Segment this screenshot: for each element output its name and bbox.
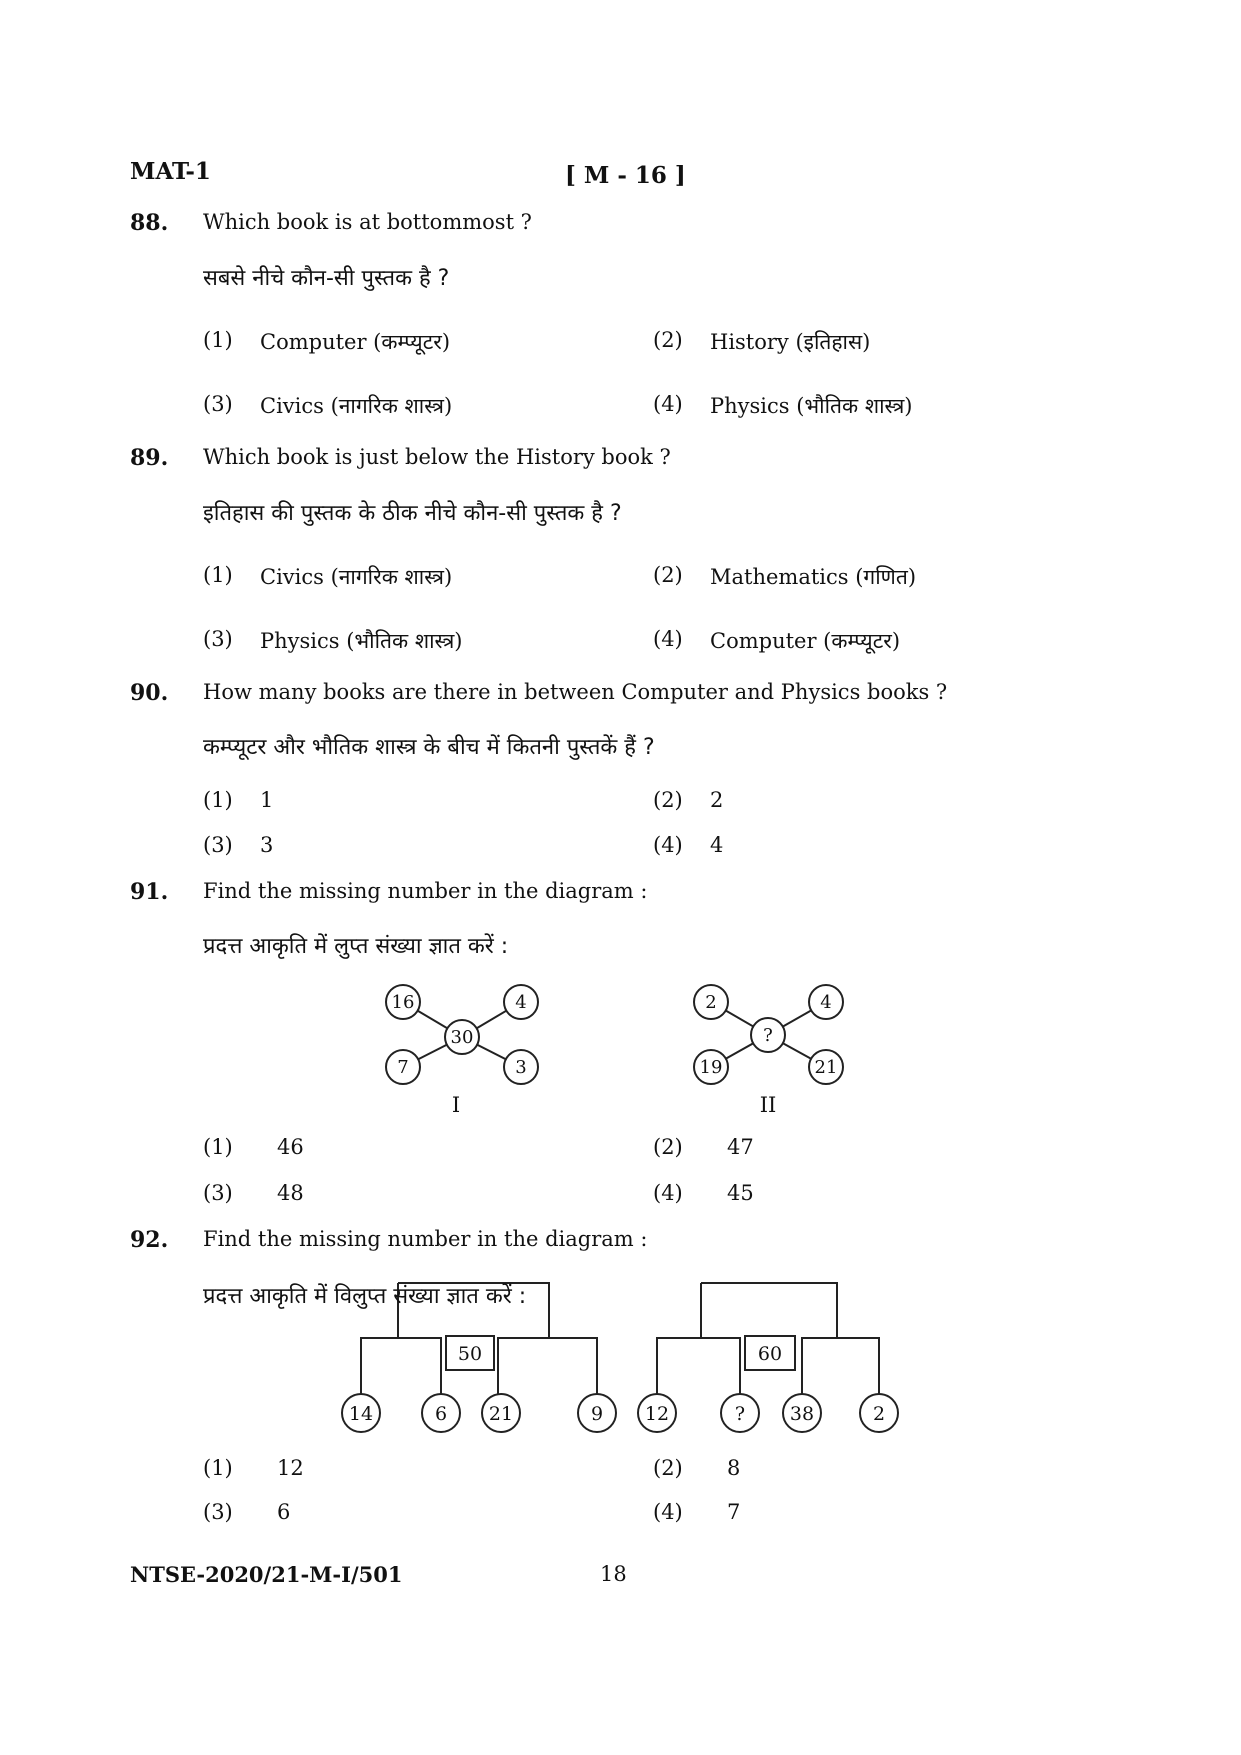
option-text: Computer (कम्प्यूटर)	[710, 629, 901, 653]
option-number: (4)	[653, 1500, 683, 1524]
option-number: (2)	[653, 788, 683, 812]
option-text: 4	[710, 833, 724, 857]
tree-edge	[802, 1338, 837, 1398]
figure-label: I	[451, 1093, 461, 1117]
option-text: 8	[727, 1456, 741, 1480]
option-number: (1)	[203, 563, 233, 587]
tree-edge	[837, 1338, 879, 1398]
tree-edge	[701, 1283, 837, 1338]
option-text: 12	[277, 1456, 304, 1480]
node-value: 7	[397, 1057, 409, 1078]
question-text: How many books are there in between Computer and Physics books ?	[203, 680, 948, 704]
node-value: 30	[450, 1027, 474, 1048]
tree-edge	[361, 1338, 398, 1398]
option-text: Civics (नागरिक शास्त्र)	[260, 394, 453, 418]
question-text: Which book is just below the History book ?	[203, 445, 671, 469]
option-number: (4)	[653, 1181, 683, 1205]
figure-label: II	[759, 1093, 777, 1117]
node-value: 4	[515, 992, 527, 1013]
option-number: (1)	[203, 1456, 233, 1480]
top-value: 50	[457, 1343, 483, 1365]
option-text: 6	[277, 1500, 291, 1524]
option-text: 1	[260, 788, 274, 812]
question-text-hindi: प्रदत्त आकृति में विलुप्त संख्या ज्ञात करें :	[203, 1284, 527, 1309]
node-value: 4	[820, 992, 832, 1013]
option-text: Physics (भौतिक शास्त्र)	[710, 394, 913, 418]
option-text: 47	[727, 1135, 754, 1159]
option-number: (4)	[653, 833, 683, 857]
tree-edge	[498, 1338, 549, 1398]
node-value: 2	[705, 992, 717, 1013]
question-number: 90.	[130, 680, 169, 706]
tree-edge	[657, 1338, 701, 1398]
leaf-value: 12	[644, 1403, 670, 1425]
question-text: Which book is at bottommost ?	[203, 210, 532, 234]
option-text: 3	[260, 833, 274, 857]
tree-edge	[398, 1338, 441, 1398]
option-text: Civics (नागरिक शास्त्र)	[260, 565, 453, 589]
tree-edge	[549, 1338, 597, 1398]
option-number: (2)	[653, 328, 683, 352]
option-text: 7	[727, 1500, 741, 1524]
node-value: 21	[814, 1057, 838, 1078]
option-text: 45	[727, 1181, 754, 1205]
header-code: MAT-1	[130, 158, 211, 185]
option-number: (4)	[653, 392, 683, 416]
option-number: (4)	[653, 627, 683, 651]
node-value: ?	[763, 1025, 773, 1046]
question-number: 91.	[130, 879, 169, 905]
option-number: (2)	[653, 1456, 683, 1480]
option-text: Physics (भौतिक शास्त्र)	[260, 629, 463, 653]
question-text-hindi: सबसे नीचे कौन-सी पुस्तक है ?	[203, 266, 450, 291]
leaf-value: 9	[590, 1403, 604, 1425]
option-text: 48	[277, 1181, 304, 1205]
question-text: Find the missing number in the diagram :	[203, 879, 648, 903]
option-text: 46	[277, 1135, 304, 1159]
node-value: 3	[515, 1057, 527, 1078]
top-value: 60	[757, 1343, 783, 1365]
question-text: Find the missing number in the diagram :	[203, 1227, 648, 1251]
option-number: (2)	[653, 1135, 683, 1159]
leaf-value: 6	[434, 1403, 448, 1425]
option-number: (3)	[203, 1500, 233, 1524]
option-number: (2)	[653, 563, 683, 587]
option-text: 2	[710, 788, 724, 812]
question-text-hindi: कम्प्यूटर और भौतिक शास्त्र के बीच में कितनी पुस्तकें हैं ?	[203, 735, 655, 760]
question-text-hindi: इतिहास की पुस्तक के ठीक नीचे कौन-सी पुस्तक है ?	[203, 501, 622, 526]
question-text-hindi: प्रदत्त आकृति में लुप्त संख्या ज्ञात करें :	[203, 934, 509, 959]
leaf-value: 2	[872, 1403, 886, 1425]
option-number: (3)	[203, 833, 233, 857]
leaf-value: 21	[488, 1403, 514, 1425]
header-page-code: [ M - 16 ]	[565, 162, 686, 189]
option-number: (3)	[203, 627, 233, 651]
question-number: 89.	[130, 445, 169, 471]
option-number: (3)	[203, 1181, 233, 1205]
page-number: 18	[600, 1562, 627, 1586]
leaf-value: 14	[348, 1403, 374, 1425]
option-number: (1)	[203, 788, 233, 812]
node-value: 16	[391, 992, 415, 1013]
node-value: 19	[699, 1057, 723, 1078]
leaf-value: 38	[789, 1403, 815, 1425]
option-number: (3)	[203, 392, 233, 416]
option-number: (1)	[203, 328, 233, 352]
option-text: Mathematics (गणित)	[710, 565, 917, 589]
tree-edge	[701, 1338, 740, 1398]
question-number: 88.	[130, 210, 169, 236]
option-number: (1)	[203, 1135, 233, 1159]
option-text: History (इतिहास)	[710, 330, 871, 354]
question-number: 92.	[130, 1227, 169, 1253]
leaf-value: ?	[734, 1403, 746, 1425]
footer-code: NTSE-2020/21-M-I/501	[130, 1562, 403, 1587]
option-text: Computer (कम्प्यूटर)	[260, 330, 451, 354]
